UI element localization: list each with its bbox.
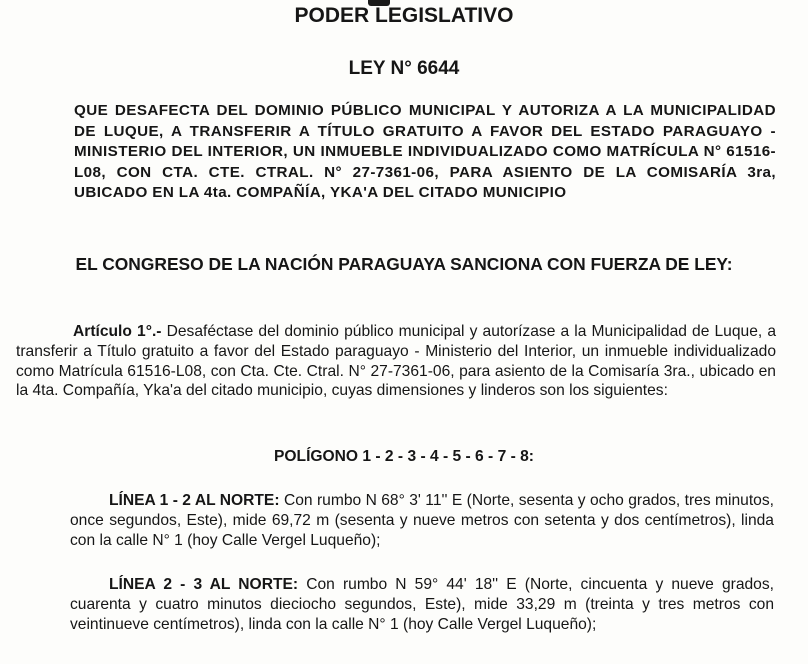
law-title: QUE DESAFECTA DEL DOMINIO PÚBLICO MUNICIPAL Y AUTORIZA A LA MUNICIPALIDAD DE LUQUE, A TRANSFERIR A TÍTULO GRATUITO A FAVOR DEL ESTADO PARAGUAYO - MINISTERIO DEL INTERIOR, UN INMUEBLE INDIVIDUALIZADO COMO MATRÍCULA N° 61516-L08, CON CTA. CTE. CTRAL. N° 27-7361-06, PARA ASIENTO DE LA COMISARÍA 3ra, UBICADO EN LA 4ta. COMPAÑÍA, YKA'A DEL CITADO MUNICIPIO: [74, 102, 776, 202]
boundary-line-2-3: [70, 575, 774, 635]
boundary-line-label: LÍNEA 2 - 3 AL NORTE:: [109, 576, 299, 593]
boundary-line-label: LÍNEA 1 - 2 AL NORTE:: [109, 492, 280, 509]
law-number: LEY N° 6644: [348, 58, 460, 79]
article-1-text: Desaféctase del dominio público municipal y autorízase a la Municipalidad de Luque, a transferir a Título gratuito a favor del Estado paraguayo - Ministerio del Interior, un inmueble individualizado como Matrícula 61516-L08, con Cta. Cte. Ctral. N° 27-7361-06, para asiento de la Comisaría 3ra., ubicado en la 4ta. Compañía, Yka'a del citado municipio, cuyas dimensiones y linderos son los siguientes:: [16, 323, 777, 400]
organization-heading: PODER LEGISLATIVO: [294, 4, 514, 27]
article-1-label: Artículo 1°.-: [73, 323, 162, 340]
boundary-line-text: Con rumbo N 59° 44' 18'' E (Norte, cincuenta y nueve grados, cuarenta y cuatro minutos dieciocho segundos, Este), mide 33,29 m (treinta y tres metros con veintinueve centímetros), linda con la calle N° 1 (hoy Calle Vergel Luqueño);: [70, 576, 774, 633]
article-1: [16, 322, 776, 401]
enacting-clause: EL CONGRESO DE LA NACIÓN PARAGUAYA SANCIONA CON FUERZA DE LEY:: [75, 254, 733, 274]
boundary-line-1-2: [70, 491, 774, 551]
boundary-line-text: Con rumbo N 68° 3' 11'' E (Norte, sesenta y ocho grados, tres minutos, once segundos, Este), mide 69,72 m (sesenta y nueve metros con setenta y dos centímetros), linda con la calle N° 1 (hoy Calle Vergel Luqueño);: [70, 492, 774, 549]
polygon-heading: POLÍGONO 1 - 2 - 3 - 4 - 5 - 6 - 7 - 8:: [274, 448, 534, 465]
